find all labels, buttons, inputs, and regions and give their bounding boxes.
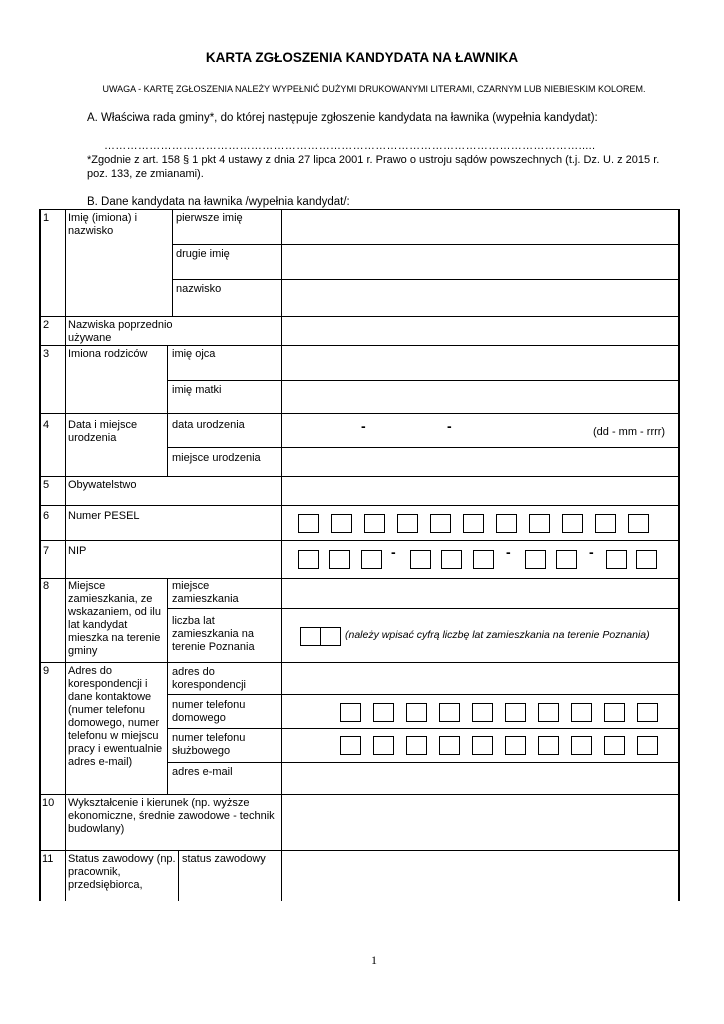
citizenship-field[interactable] — [283, 478, 677, 504]
nip-separator: - — [506, 544, 511, 560]
nip-digit-box[interactable] — [329, 550, 350, 569]
work-phone-digit-box[interactable] — [373, 736, 394, 755]
form-warning: UWAGA - KARTĘ ZGŁOSZENIA NALEŻY WYPEŁNIĆ DUŻYMI DRUKOWANYMI LITERAMI, CZARNYM LUB NIEBIESKIM KOLOREM. — [102, 84, 646, 94]
row-10-number: 10 — [42, 797, 55, 809]
pesel-digit-box[interactable] — [628, 514, 649, 533]
residence-label: miejsce zamieszkania — [172, 580, 239, 605]
work-phone-digit-box[interactable] — [604, 736, 625, 755]
row-4-number: 4 — [43, 419, 50, 431]
work-phone-digit-box[interactable] — [538, 736, 559, 755]
nip-digit-box[interactable] — [525, 550, 546, 569]
father-name-label: imię ojca — [172, 348, 216, 360]
second-name-label: drugie imię — [176, 248, 230, 260]
years-digit-box[interactable] — [320, 627, 341, 646]
surname-label: nazwisko — [176, 283, 222, 295]
home-phone-digit-box[interactable] — [340, 703, 361, 722]
row-10-label: Wykształcenie i kierunek (np. wyższe ekonomiczne, średnie zawodowe - technik budowlany) — [68, 797, 275, 835]
row-9-number: 9 — [43, 665, 50, 677]
pesel-digit-box[interactable] — [430, 514, 451, 533]
professional-status-label: status zawodowy — [182, 853, 266, 865]
row-8-label: Miejsce zamieszkania, ze wskazaniem, od ilu lat kandydat mieszka na terenie gminy — [68, 580, 161, 657]
home-phone-digit-box[interactable] — [373, 703, 394, 722]
nip-digit-box[interactable] — [556, 550, 577, 569]
row-2-number: 2 — [43, 319, 50, 331]
pesel-digit-box[interactable] — [496, 514, 517, 533]
home-phone-digit-box[interactable] — [406, 703, 427, 722]
work-phone-digit-box[interactable] — [406, 736, 427, 755]
correspondence-address-label: adres do korespondencji — [172, 666, 246, 691]
nip-digit-box[interactable] — [606, 550, 627, 569]
section-b-heading: B. Dane kandydata na ławnika /wypełnia kandydat/: — [87, 196, 350, 208]
home-phone-digit-box[interactable] — [637, 703, 658, 722]
nip-digit-box[interactable] — [298, 550, 319, 569]
pesel-digit-box[interactable] — [595, 514, 616, 533]
date-separator-2: - — [447, 418, 452, 434]
nip-digit-box[interactable] — [473, 550, 494, 569]
row-7-label: NIP — [68, 545, 87, 557]
first-name-label: pierwsze imię — [176, 212, 243, 224]
years-digit-box[interactable] — [300, 627, 321, 646]
home-phone-digit-box[interactable] — [439, 703, 460, 722]
mother-name-label: imię matki — [172, 384, 222, 396]
home-phone-digit-box[interactable] — [604, 703, 625, 722]
section-a-heading: A. Właściwa rada gminy*, do której następuje zgłoszenie kandydata na ławnika (wypełnia kandydat): — [87, 112, 598, 124]
work-phone-digit-box[interactable] — [340, 736, 361, 755]
previous-surnames-field[interactable] — [283, 318, 677, 344]
mother-name-field[interactable] — [283, 382, 677, 412]
home-phone-digit-box[interactable] — [472, 703, 493, 722]
nip-separator: - — [391, 544, 396, 560]
work-phone-digit-box[interactable] — [637, 736, 658, 755]
row-5-label: Obywatelstwo — [68, 479, 137, 491]
nip-digit-box[interactable] — [636, 550, 657, 569]
correspondence-address-field[interactable] — [283, 664, 677, 693]
birth-place-label: miejsce urodzenia — [172, 452, 261, 464]
row-11-number: 11 — [42, 853, 54, 865]
row-6-number: 6 — [43, 510, 50, 522]
home-phone-digit-box[interactable] — [505, 703, 526, 722]
form-title: KARTA ZGŁOSZENIA KANDYDATA NA ŁAWNIKA — [205, 50, 519, 65]
row-4-label: Data i miejsce urodzenia — [68, 419, 138, 444]
row-3-number: 3 — [43, 348, 50, 360]
work-phone-digit-box[interactable] — [439, 736, 460, 755]
home-phone-label: numer telefonu domowego — [172, 699, 246, 724]
page-number: 1 — [371, 953, 377, 967]
work-phone-digit-box[interactable] — [472, 736, 493, 755]
pesel-digit-box[interactable] — [397, 514, 418, 533]
work-phone-digit-box[interactable] — [505, 736, 526, 755]
birth-date-label: data urodzenia — [172, 419, 245, 431]
row-7-number: 7 — [43, 545, 50, 557]
work-phone-digit-box[interactable] — [571, 736, 592, 755]
row-11-label: Status zawodowy (np. pracownik, przedsiębiorca, — [68, 853, 176, 891]
pesel-digit-box[interactable] — [364, 514, 385, 533]
second-name-field[interactable] — [283, 246, 677, 278]
pesel-digit-box[interactable] — [463, 514, 484, 533]
email-field[interactable] — [283, 764, 677, 793]
pesel-digit-box[interactable] — [562, 514, 583, 533]
birth-date-field[interactable] — [283, 415, 583, 446]
years-residence-note: (należy wpisać cyfrą liczbę lat zamieszkania na terenie Poznania) — [345, 629, 650, 641]
row-5-number: 5 — [43, 479, 50, 491]
home-phone-digit-box[interactable] — [571, 703, 592, 722]
section-a-footnote: *Zgodnie z art. 158 § 1 pkt 4 ustawy z dnia 27 lipca 2001 r. Prawo o ustroju sądów powszechnych (t.j. Dz. U. z 2015 r. poz. 133, ze zmianami). — [87, 154, 660, 180]
father-name-field[interactable] — [283, 347, 677, 379]
nip-digit-box[interactable] — [410, 550, 431, 569]
surname-field[interactable] — [283, 281, 677, 315]
residence-field[interactable] — [283, 580, 677, 607]
row-9-label: Adres do korespondencji i dane kontaktowe (numer telefonu domowego, numer telefonu w miejscu pracy i ewentualnie adres e-mail) — [68, 665, 163, 768]
pesel-digit-box[interactable] — [529, 514, 550, 533]
row-1-number: 1 — [43, 212, 50, 224]
email-label: adres e-mail — [172, 766, 233, 778]
pesel-digit-box[interactable] — [298, 514, 319, 533]
first-name-field[interactable] — [283, 211, 677, 243]
row-8-number: 8 — [43, 580, 50, 592]
years-residence-label: liczba lat zamieszkania na terenie Poznania — [172, 615, 255, 653]
row-1-label: Imię (imiona) i nazwisko — [68, 212, 138, 237]
nip-digit-box[interactable] — [361, 550, 382, 569]
pesel-digit-box[interactable] — [331, 514, 352, 533]
home-phone-digit-box[interactable] — [538, 703, 559, 722]
education-field[interactable] — [283, 796, 677, 849]
row-3-label: Imiona rodziców — [68, 348, 148, 360]
section-a-fill-line[interactable]: ………………………………………………………………………………………………………………..... — [104, 140, 596, 152]
birth-place-field[interactable] — [283, 449, 677, 475]
row-2-label: Nazwiska poprzednio używane — [68, 319, 173, 344]
date-format-hint: (dd - mm - rrrr) — [593, 426, 666, 438]
nip-digit-box[interactable] — [441, 550, 462, 569]
row-6-label: Numer PESEL — [68, 510, 140, 522]
professional-status-field[interactable] — [283, 852, 677, 900]
nip-separator: - — [589, 544, 594, 560]
date-separator-1: - — [361, 418, 366, 434]
work-phone-label: numer telefonu służbowego — [172, 732, 246, 757]
